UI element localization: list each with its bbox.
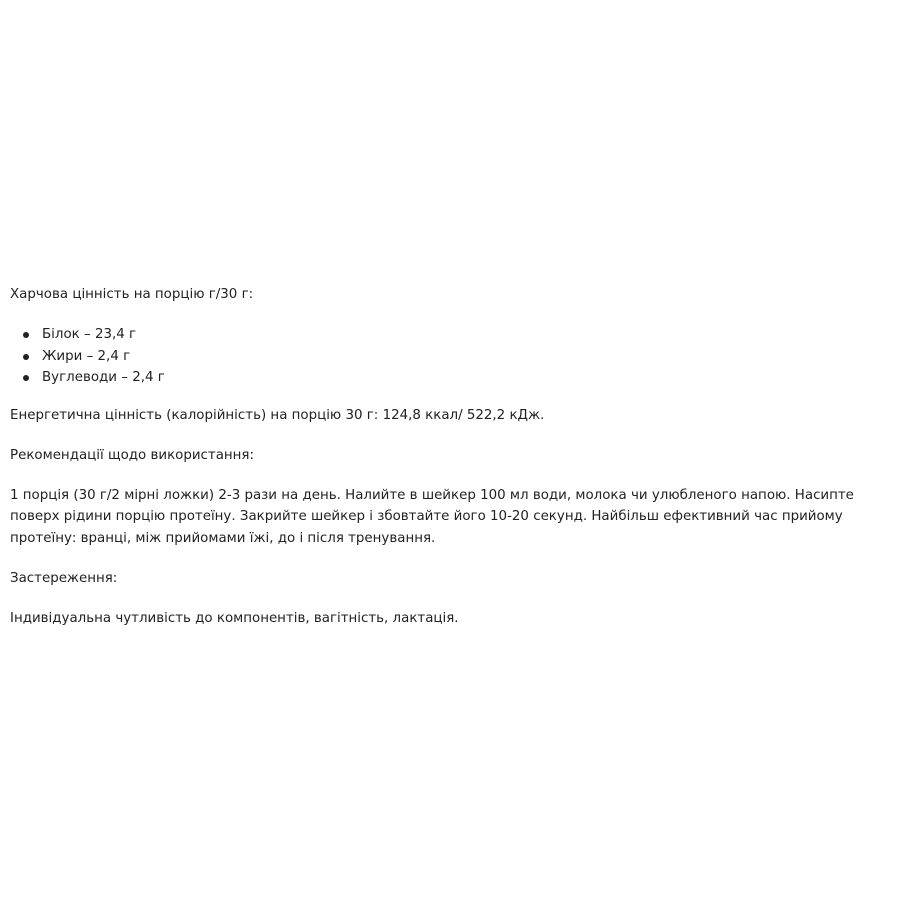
- nutrition-item-carbs: Вуглеводи – 2,4 г: [42, 370, 165, 385]
- usage-text: 1 порція (30 г/2 мірні ложки) 2-3 рази на день. Налийте в шейкер 100 мл води, молока чи улюбленого напою. Насипте поверх рідини порцію протеїну. Закрийте шейкер і збовтайте його 10-20 секунд. Найбільш ефективний час прийому протеїну: вранці, між прийомами їжі, до і після тренування.: [10, 487, 854, 546]
- warnings-text: Індивідуальна чутливість до компонентів, вагітність, лактація.: [10, 611, 459, 626]
- bullet-icon: [23, 332, 29, 338]
- nutrition-item-fat: Жири – 2,4 г: [42, 348, 131, 364]
- product-description: [10, 284, 882, 629]
- nutrition-list: [10, 324, 882, 389]
- nutrition-heading: Харчова цінність на порцію г/30 г:: [10, 287, 254, 302]
- list-item: [10, 346, 882, 368]
- bullet-icon: [23, 375, 29, 381]
- nutrition-item-protein: Білок – 23,4 г: [42, 327, 137, 342]
- bullet-icon: [23, 354, 29, 360]
- warnings-heading: Застереження:: [10, 571, 118, 586]
- usage-heading: Рекомендації щодо використання:: [10, 447, 254, 463]
- energy-value: Енергетична цінність (калорійність) на порцію 30 г: 124,8 ккал/ 522,2 кДж.: [10, 407, 545, 423]
- list-item: [10, 324, 882, 346]
- list-item: [10, 367, 882, 389]
